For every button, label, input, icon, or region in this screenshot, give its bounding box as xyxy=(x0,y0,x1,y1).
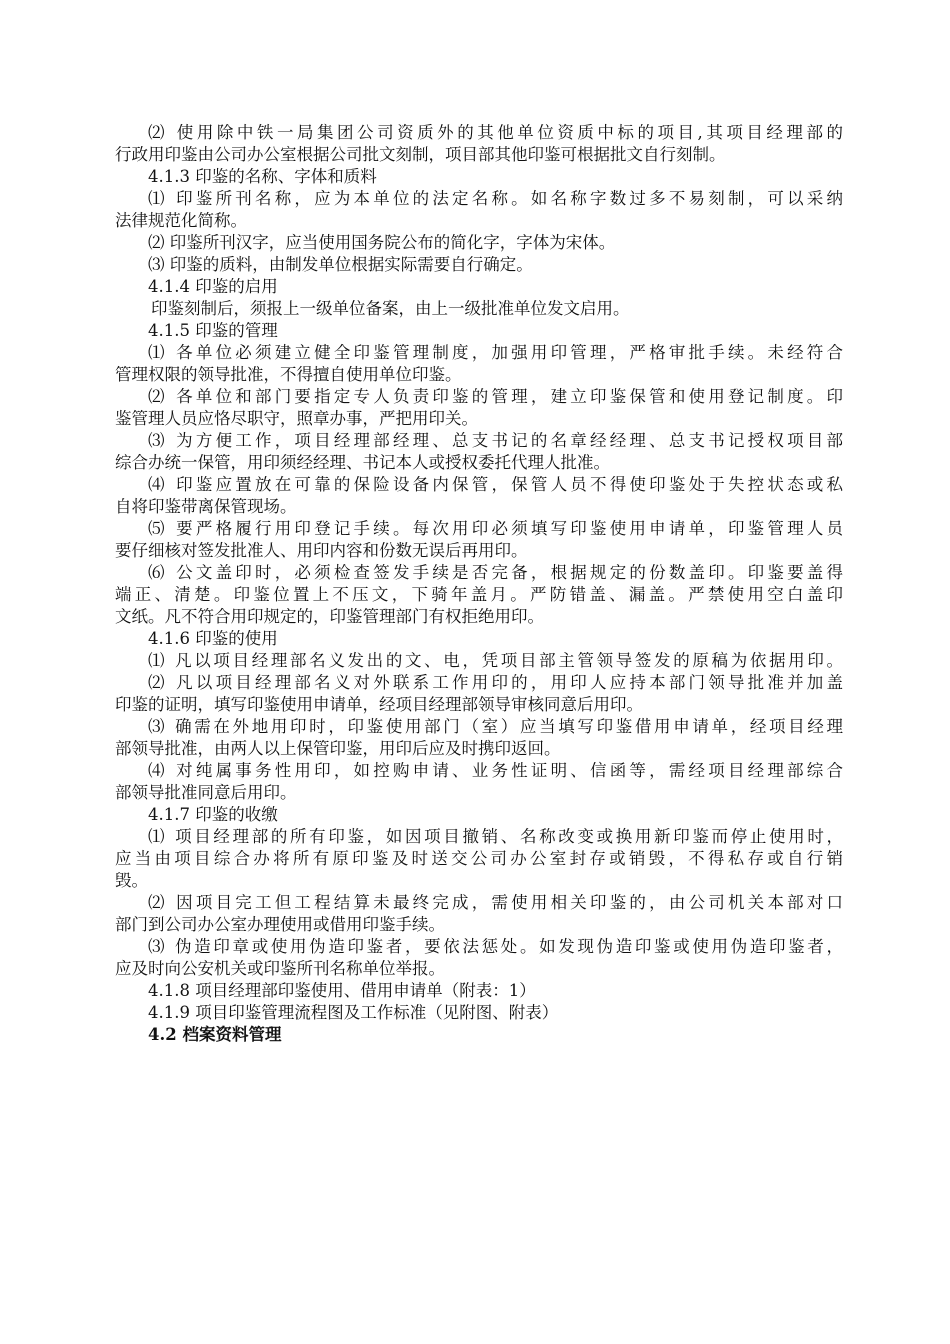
section-heading: 4.2 档案资料管理 xyxy=(148,1025,282,1044)
text-line: ⑴ 项目经理部的所有印鉴，如因项目撤销、名称改变或换用新印鉴而停止使用时， xyxy=(148,827,843,846)
text-line: ⑶ 为方便工作，项目经理部经理、总支书记的名章经经理、总支书记授权项目部 xyxy=(148,431,843,450)
document-page xyxy=(115,122,843,1046)
text-line: 4.1.5 印鉴的管理 xyxy=(148,321,278,340)
text-line: 部门到公司办公室办理使用或借用印鉴手续。 xyxy=(115,915,445,934)
text-line: 管理权限的领导批准，不得擅自使用单位印鉴。 xyxy=(115,365,462,384)
text-line: 鉴管理人员应恪尽职守，照章办事，严把用印关。 xyxy=(115,409,478,428)
text-line: ⑷ 对纯属事务性用印，如控购申请、业务性证明、信函等，需经项目经理部综合 xyxy=(148,761,843,780)
text-line: 部领导批准同意后用印。 xyxy=(115,783,297,802)
text-line: 应及时向公安机关或印鉴所刊名称单位举报。 xyxy=(115,959,445,978)
text-line: 4.1.4 印鉴的启用 xyxy=(148,277,278,296)
text-line: 4.1.8 项目经理部印鉴使用、借用申请单（附表：1） xyxy=(148,981,536,1000)
text-line: 4.1.7 印鉴的收缴 xyxy=(148,805,278,824)
text-line: 行政用印鉴由公司办公室根据公司批文刻制，项目部其他印鉴可根据批文自行刻制。 xyxy=(115,145,726,164)
text-line: 4.1.3 印鉴的名称、字体和质料 xyxy=(148,167,377,186)
text-line: ⑹ 公文盖印时，必须检查签发手续是否完备，根据规定的份数盖印。印鉴要盖得 xyxy=(148,563,843,582)
text-line: 部领导批准，由两人以上保管印鉴，用印后应及时携印返回。 xyxy=(115,739,561,758)
text-line: ⑴ 各单位必须建立健全印鉴管理制度，加强用印管理，严格审批手续。未经符合 xyxy=(148,343,843,362)
text-line: ⑵ 因项目完工但工程结算未最终完成，需使用相关印鉴的，由公司机关本部对口 xyxy=(148,893,843,912)
text-line: 要仔细核对签发批准人、用印内容和份数无误后再用印。 xyxy=(115,541,528,560)
text-line: 4.1.9 项目印鉴管理流程图及工作标准（见附图、附表） xyxy=(148,1003,559,1022)
text-line: ⑶ 伪造印章或使用伪造印鉴者，要依法惩处。如发现伪造印鉴或使用伪造印鉴者， xyxy=(148,937,843,956)
text-line: ⑸ 要严格履行用印登记手续。每次用印必须填写印鉴使用申请单，印鉴管理人员 xyxy=(148,519,843,538)
text-line: ⑶ 确需在外地用印时，印鉴使用部门（室）应当填写印鉴借用申请单，经项目经理 xyxy=(148,717,843,736)
text-line: 应当由项目综合办将所有原印鉴及时送交公司办公室封存或销毁，不得私存或自行销 xyxy=(115,849,843,868)
document-body xyxy=(115,122,843,1024)
text-line: 文纸。凡不符合用印规定的，印鉴管理部门有权拒绝用印。 xyxy=(115,607,544,626)
text-line: ⑵ 凡以项目经理部名义对外联系工作用印的，用印人应持本部门领导批准并加盖 xyxy=(148,673,843,692)
text-line: 4.1.6 印鉴的使用 xyxy=(148,629,278,648)
text-line: 端正、清楚。印鉴位置上不压文，下骑年盖月。严防错盖、漏盖。严禁使用空白盖印 xyxy=(115,585,843,604)
text-line: ⑴ 凡以项目经理部名义发出的文、电，凭项目部主管领导签发的原稿为依据用印。 xyxy=(148,651,843,670)
text-line: 印鉴刻制后，须报上一级单位备案，由上一级批准单位发文启用。 xyxy=(151,299,630,318)
text-line: ⑷ 印鉴应置放在可靠的保险设备内保管，保管人员不得使印鉴处于失控状态或私 xyxy=(148,475,843,494)
text-line: ⑶ 印鉴的质料，由制发单位根据实际需要自行确定。 xyxy=(148,255,533,274)
text-line: 法律规范化简称。 xyxy=(115,211,247,230)
text-line: ⑵ 使用除中铁一局集团公司资质外的其他单位资质中标的项目,其项目经理部的 xyxy=(148,123,843,142)
text-line: 印鉴的证明，填写印鉴使用申请单，经项目经理部领导审核同意后用印。 xyxy=(115,695,643,714)
text-line: ⑴ 印鉴所刊名称，应为本单位的法定名称。如名称字数过多不易刻制，可以采纳 xyxy=(148,189,843,208)
text-line: 毁。 xyxy=(115,871,148,890)
text-line: ⑵ 各单位和部门要指定专人负责印鉴的管理，建立印鉴保管和使用登记制度。印 xyxy=(148,387,843,406)
text-line: 综合办统一保管，用印须经经理、书记本人或授权委托代理人批准。 xyxy=(115,453,610,472)
text-line: ⑵ 印鉴所刊汉字，应当使用国务院公布的简化字，字体为宋体。 xyxy=(148,233,616,252)
text-line: 自将印鉴带离保管现场。 xyxy=(115,497,297,516)
